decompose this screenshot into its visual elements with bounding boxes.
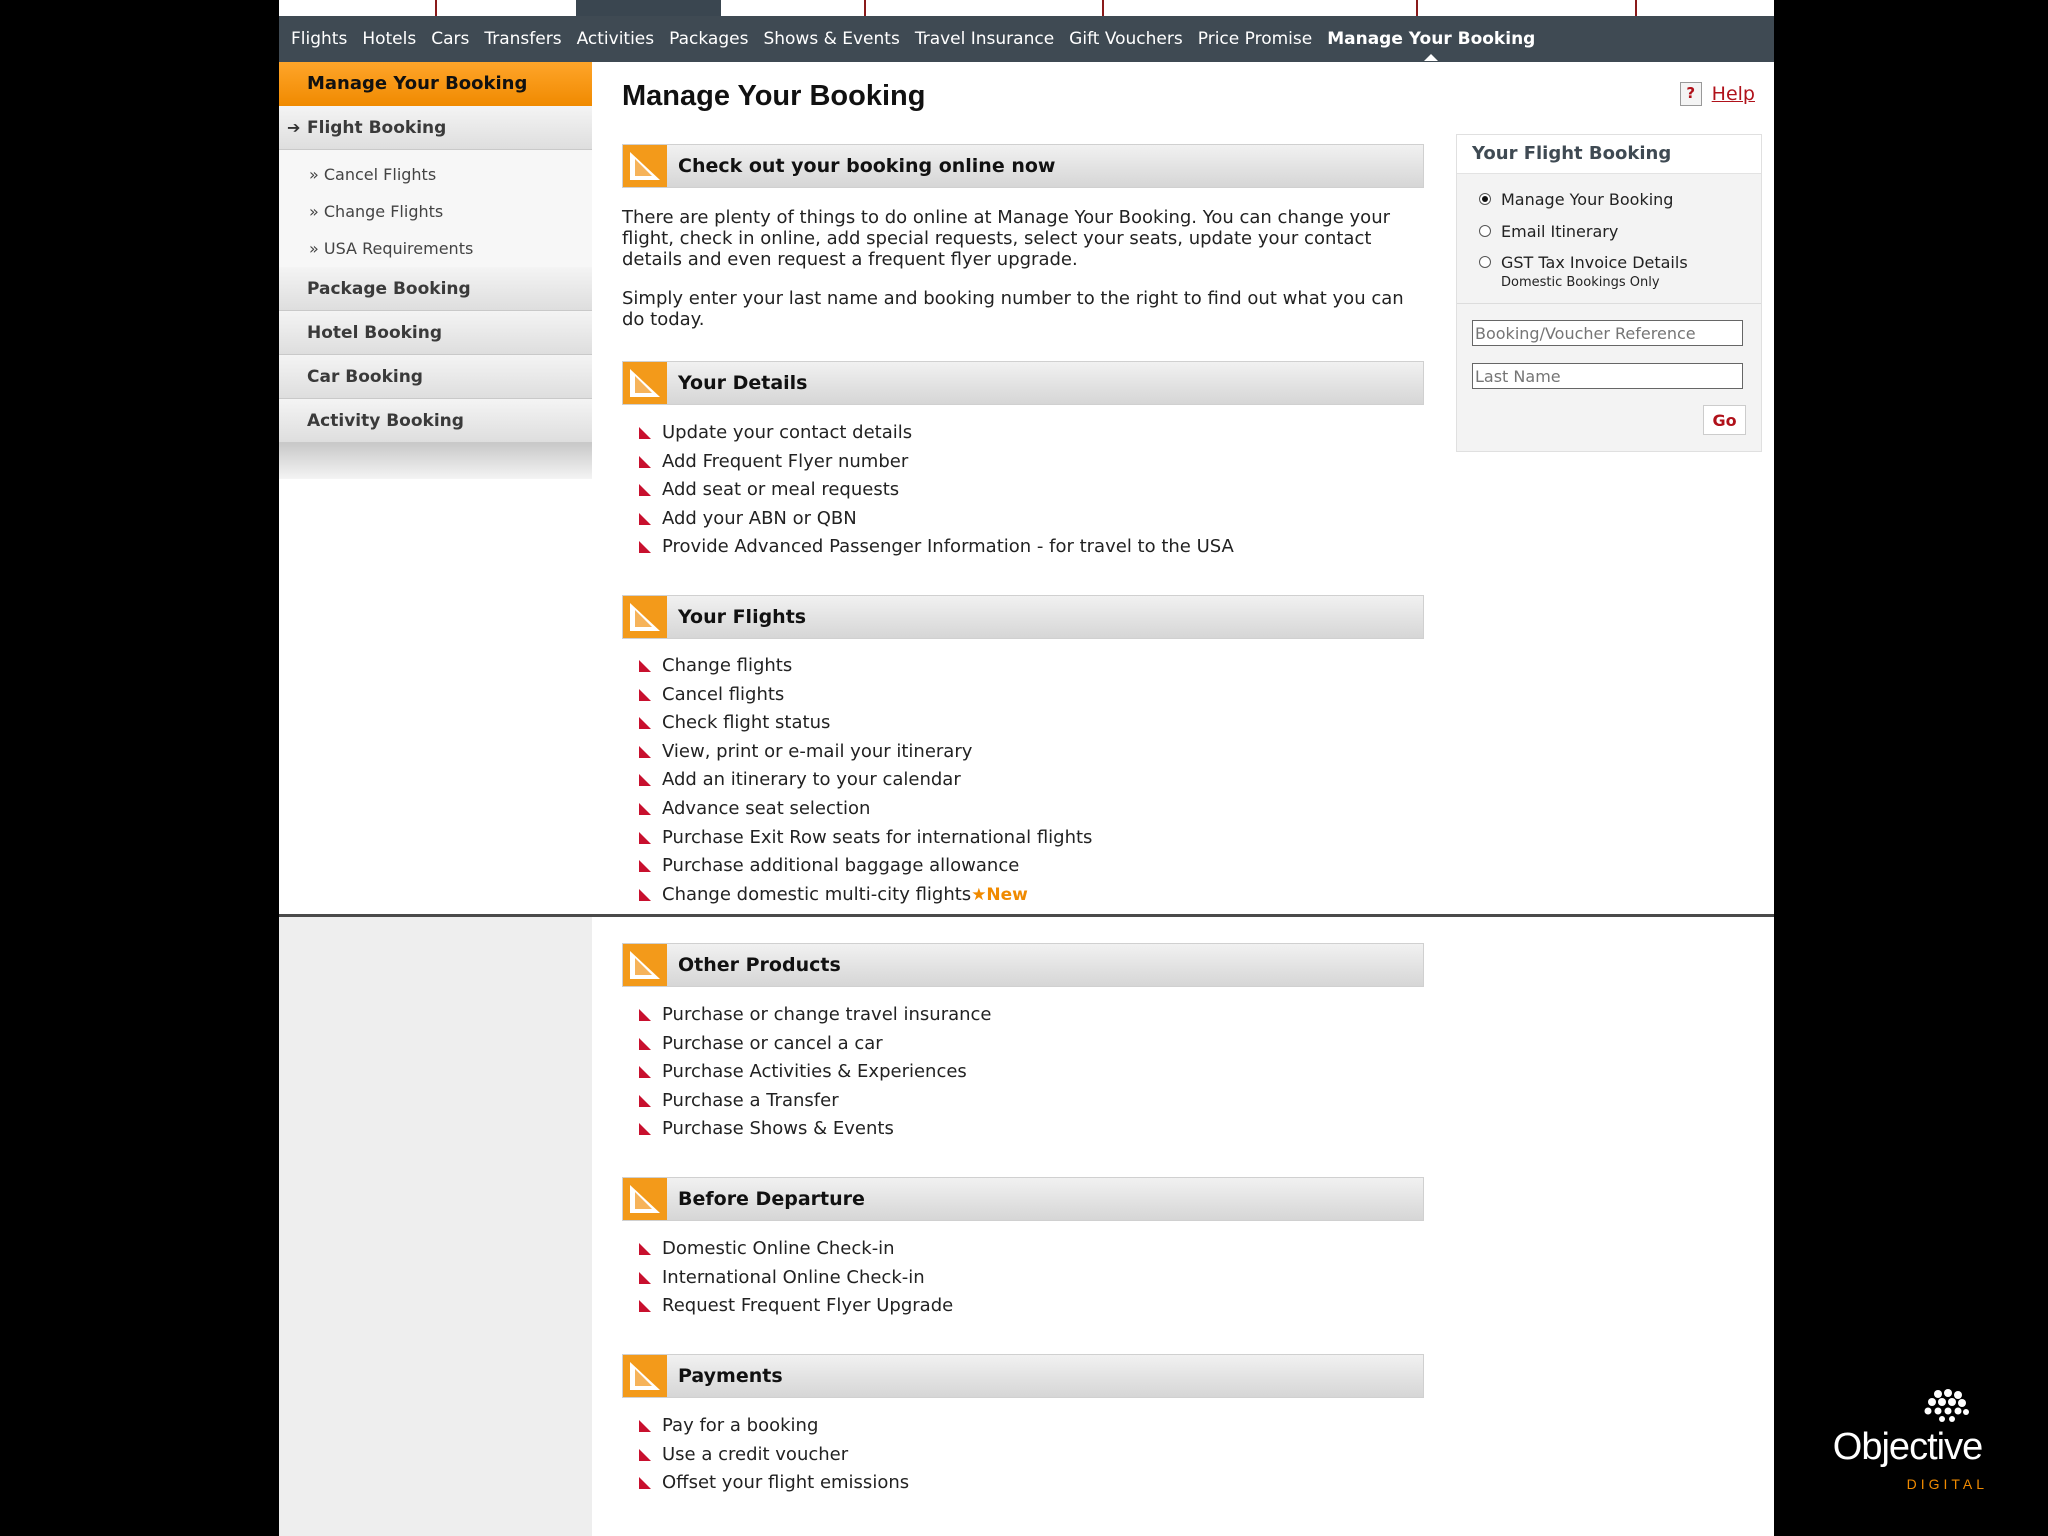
list-item-label: Purchase or change travel insurance xyxy=(662,1004,992,1025)
red-triangle-bullet-icon xyxy=(639,1038,651,1050)
list-item-label: Request Frequent Flyer Upgrade xyxy=(662,1295,954,1317)
list-item[interactable] xyxy=(622,419,1424,448)
red-triangle-bullet-icon xyxy=(639,746,651,758)
tab-separator xyxy=(1635,0,1637,16)
payments-list xyxy=(622,1412,1424,1498)
other-products-list xyxy=(622,1001,1424,1144)
section-corner-icon xyxy=(623,944,667,986)
sidebar-item-flight-booking[interactable] xyxy=(279,106,592,150)
red-triangle-bullet-icon xyxy=(639,484,651,496)
list-item-label: Add an itinerary to your calendar xyxy=(662,769,961,791)
nav-packages[interactable]: Packages xyxy=(669,29,749,49)
nav-flights[interactable]: Flights xyxy=(291,29,348,49)
list-item-label: Offset your flight emissions xyxy=(662,1472,910,1494)
radio-label: GST Tax Invoice Details xyxy=(1501,253,1688,272)
help-question-icon[interactable]: ? xyxy=(1680,82,1702,106)
list-item[interactable] xyxy=(622,1441,1424,1470)
list-item-label: Domestic Online Check-in xyxy=(662,1238,895,1259)
list-item[interactable] xyxy=(622,681,1424,710)
nav-hotels[interactable]: Hotels xyxy=(362,29,417,49)
list-item[interactable] xyxy=(622,533,1424,562)
section-title: Your Flights xyxy=(678,606,807,628)
sidebar-item-hotel-booking[interactable]: Hotel Booking xyxy=(279,311,592,355)
radio-selected-icon[interactable] xyxy=(1479,193,1491,205)
main-nav xyxy=(279,16,1774,62)
panel-divider xyxy=(1457,303,1761,304)
list-item[interactable] xyxy=(622,1412,1424,1441)
red-triangle-bullet-icon xyxy=(639,1300,651,1312)
red-triangle-bullet-icon xyxy=(639,1009,651,1021)
logo-wordmark: Objective xyxy=(1832,1426,1983,1468)
list-item[interactable] xyxy=(622,1264,1424,1293)
red-triangle-bullet-icon xyxy=(639,1066,651,1078)
arrow-right-icon: ➔ xyxy=(287,118,301,137)
sidebar-item-package-booking[interactable]: Package Booking xyxy=(279,267,592,311)
section-payments xyxy=(622,1354,1424,1498)
list-item-label: Provide Advanced Passenger Information - for travel to the USA xyxy=(662,536,1234,558)
nav-active-label: Manage Your Booking xyxy=(1327,29,1536,49)
list-item[interactable] xyxy=(622,1030,1424,1059)
sidebar-item-activity-booking[interactable]: Activity Booking xyxy=(279,399,592,443)
list-item[interactable] xyxy=(622,881,1424,910)
nav-gift-vouchers[interactable]: Gift Vouchers xyxy=(1069,29,1183,49)
red-triangle-bullet-icon xyxy=(639,660,651,672)
section-title: Check out your booking online now xyxy=(678,155,1056,177)
list-item-label: Add Frequent Flyer number xyxy=(662,450,909,472)
red-triangle-bullet-icon xyxy=(639,832,651,844)
subitem-label: USA Requirements xyxy=(323,239,474,258)
red-triangle-bullet-icon xyxy=(639,860,651,872)
objective-digital-logo xyxy=(1820,1388,1995,1498)
list-item[interactable] xyxy=(622,1292,1424,1321)
list-item[interactable] xyxy=(622,1469,1424,1498)
red-triangle-bullet-icon xyxy=(639,717,651,729)
list-item-label: Use a credit voucher xyxy=(662,1443,849,1465)
page-title: Manage Your Booking xyxy=(622,80,926,112)
section-check-booking xyxy=(622,144,1424,330)
radio-sublabel: Domestic Bookings Only xyxy=(1501,275,1660,290)
tab-separator xyxy=(1102,0,1104,16)
red-triangle-bullet-icon xyxy=(639,803,651,815)
list-item-label: Cancel flights xyxy=(662,683,785,705)
subitem-label: Cancel Flights xyxy=(323,165,437,184)
nav-price-promise[interactable]: Price Promise xyxy=(1197,29,1313,49)
list-item-label: Purchase additional baggage allowance xyxy=(662,855,1020,877)
section-header xyxy=(622,943,1424,987)
list-item[interactable] xyxy=(622,852,1424,881)
red-triangle-bullet-icon xyxy=(639,1272,651,1284)
list-item[interactable] xyxy=(622,1235,1424,1264)
panel-title: Your Flight Booking xyxy=(1457,135,1761,174)
intro-paragraph: There are plenty of things to do online at Manage Your Booking. You can change your flight, check in online, add special requests, select your seats, update your contact details and even request a frequent flyer upgrade. xyxy=(622,207,1390,270)
sidebar-item-car-booking[interactable]: Car Booking xyxy=(279,355,592,399)
section-your-flights xyxy=(622,595,1424,909)
list-item[interactable] xyxy=(622,1087,1424,1116)
radio-email-itinerary[interactable] xyxy=(1479,222,1618,241)
list-item-label: Add seat or meal requests xyxy=(662,479,900,501)
flight-booking-panel xyxy=(1456,134,1762,452)
section-header xyxy=(622,361,1424,405)
nav-manage-your-booking[interactable] xyxy=(1327,29,1535,49)
nav-shows-events[interactable]: Shows & Events xyxy=(763,29,900,49)
sidebar-header[interactable]: Manage Your Booking xyxy=(279,62,592,106)
flower-mark-icon xyxy=(1820,1388,1995,1428)
red-triangle-bullet-icon xyxy=(639,1420,651,1432)
active-top-tab[interactable] xyxy=(576,0,721,16)
red-triangle-bullet-icon xyxy=(639,1243,651,1255)
radio-label-group xyxy=(1501,253,1688,290)
booking-reference-input[interactable] xyxy=(1472,320,1743,346)
list-item-label: Purchase Shows & Events xyxy=(662,1118,894,1140)
red-triangle-bullet-icon xyxy=(639,689,651,701)
list-item-label: Check flight status xyxy=(662,712,831,734)
section-your-details xyxy=(622,361,1424,562)
red-triangle-bullet-icon xyxy=(639,1477,651,1489)
list-item-label: Purchase a Transfer xyxy=(662,1089,839,1111)
active-caret-icon xyxy=(1424,54,1438,61)
subitem-label: Change Flights xyxy=(323,202,444,221)
list-item-label: International Online Check-in xyxy=(662,1266,925,1288)
logo-subtitle: DIGITAL xyxy=(1906,1476,1988,1492)
list-item-label: Pay for a booking xyxy=(662,1415,819,1436)
list-item[interactable] xyxy=(622,766,1424,795)
section-header xyxy=(622,595,1424,639)
radio-gst-invoice[interactable] xyxy=(1479,253,1688,290)
list-item-label: Add your ABN or QBN xyxy=(662,507,857,529)
red-triangle-bullet-icon xyxy=(639,1449,651,1461)
tab-separator xyxy=(864,0,866,16)
go-button[interactable]: Go xyxy=(1703,405,1746,435)
nav-activities[interactable]: Activities xyxy=(576,29,655,49)
help-link[interactable]: Help xyxy=(1711,83,1755,105)
details-list xyxy=(622,419,1424,562)
radio-label: Email Itinerary xyxy=(1501,222,1619,241)
list-item-label: Purchase or cancel a car xyxy=(662,1032,883,1054)
radio-manage-booking[interactable] xyxy=(1479,190,1673,209)
red-triangle-bullet-icon xyxy=(639,513,651,525)
intro-instructions: Simply enter your last name and booking number to the right to find out what you can do today. xyxy=(622,288,1404,330)
list-item[interactable] xyxy=(622,652,1424,681)
section-title: Your Details xyxy=(678,372,808,394)
section-corner-icon xyxy=(623,596,667,638)
list-item[interactable] xyxy=(622,709,1424,738)
sidebar xyxy=(279,62,592,479)
sidebar-subitem-usa-requirements[interactable]: » USA Requirements xyxy=(279,230,592,267)
nav-travel-insurance[interactable]: Travel Insurance xyxy=(914,29,1055,49)
list-item[interactable] xyxy=(622,824,1424,853)
list-item[interactable] xyxy=(622,738,1424,767)
new-badge: ★New xyxy=(971,884,1028,905)
list-item-label: Change domestic multi-city flights xyxy=(662,883,972,905)
section-other-products xyxy=(622,943,1424,1144)
list-item[interactable] xyxy=(622,448,1424,477)
red-triangle-bullet-icon xyxy=(639,1095,651,1107)
list-item-label: View, print or e-mail your itinerary xyxy=(662,740,973,762)
list-item[interactable] xyxy=(622,476,1424,505)
sidebar-item-label: Flight Booking xyxy=(307,118,447,138)
list-item-label: Purchase Activities & Experiences xyxy=(662,1061,967,1083)
sidebar-subitem-change-flights[interactable]: » Change Flights xyxy=(279,193,592,230)
sidebar-footer xyxy=(279,443,592,479)
list-item-label: Purchase Exit Row seats for international flights xyxy=(662,826,1093,848)
list-item-label: Advance seat selection xyxy=(662,797,871,819)
list-item[interactable] xyxy=(622,505,1424,534)
sidebar-subitem-cancel-flights[interactable]: » Cancel Flights xyxy=(279,150,592,193)
section-corner-icon xyxy=(623,1178,667,1220)
list-item[interactable] xyxy=(622,1001,1424,1030)
tab-separator xyxy=(435,0,437,16)
red-triangle-bullet-icon xyxy=(639,1123,651,1135)
radio-unselected-icon[interactable] xyxy=(1479,225,1491,237)
list-item[interactable] xyxy=(622,1115,1424,1144)
sidebar-lower-area xyxy=(279,917,592,1536)
list-item-label: Change flights xyxy=(662,655,793,676)
page-divider xyxy=(279,914,1774,917)
red-triangle-bullet-icon xyxy=(639,889,651,901)
red-triangle-bullet-icon xyxy=(639,427,651,439)
list-item-label: Update your contact details xyxy=(662,422,913,443)
section-title: Before Departure xyxy=(678,1188,865,1210)
red-triangle-bullet-icon xyxy=(639,456,651,468)
section-header xyxy=(622,1354,1424,1398)
red-triangle-bullet-icon xyxy=(639,541,651,553)
section-header xyxy=(622,1177,1424,1221)
section-before-departure xyxy=(622,1177,1424,1321)
sidebar-subitems xyxy=(279,150,592,267)
flights-list xyxy=(622,652,1424,909)
list-item[interactable] xyxy=(622,795,1424,824)
section-corner-icon xyxy=(623,145,667,187)
red-triangle-bullet-icon xyxy=(639,774,651,786)
top-tab-strip xyxy=(279,0,1774,16)
section-title: Other Products xyxy=(678,954,841,976)
section-title: Payments xyxy=(678,1365,783,1387)
nav-transfers[interactable]: Transfers xyxy=(484,29,562,49)
section-corner-icon xyxy=(623,1355,667,1397)
before-departure-list xyxy=(622,1235,1424,1321)
browser-page xyxy=(279,0,1774,1536)
nav-cars[interactable]: Cars xyxy=(431,29,470,49)
list-item[interactable] xyxy=(622,1058,1424,1087)
last-name-input[interactable] xyxy=(1472,363,1743,389)
section-header xyxy=(622,144,1424,188)
radio-unselected-icon[interactable] xyxy=(1479,256,1491,268)
tab-separator xyxy=(1416,0,1418,16)
section-corner-icon xyxy=(623,362,667,404)
help xyxy=(1680,82,1755,106)
radio-label: Manage Your Booking xyxy=(1501,190,1674,209)
